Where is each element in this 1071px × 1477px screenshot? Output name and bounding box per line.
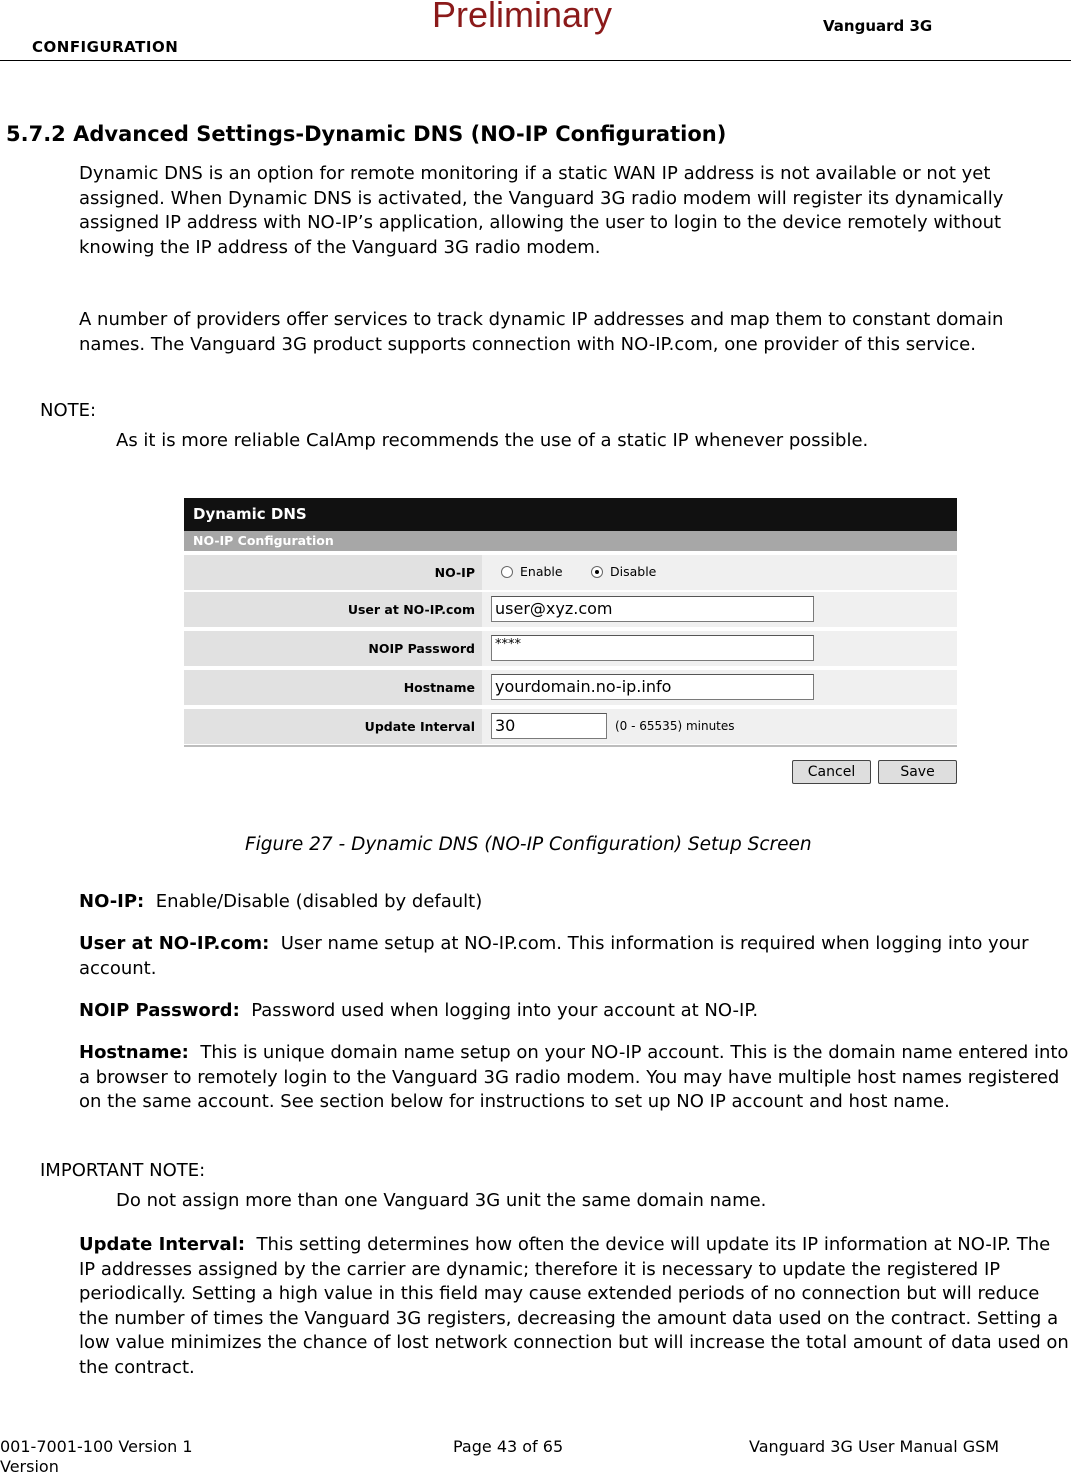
field-user	[79, 932, 1069, 981]
update-interval-input[interactable]: 30	[491, 713, 607, 739]
field-no-ip	[79, 890, 1069, 915]
field-term: Hostname:	[79, 1042, 189, 1063]
section-heading: 5.7.2 Advanced Settings-Dynamic DNS (NO-IP Configuration)	[6, 122, 727, 146]
hostname-input[interactable]: yourdomain.no-ip.info	[491, 674, 814, 700]
footer-manual-title: Vanguard 3G User Manual GSM	[749, 1437, 1000, 1456]
footer-page-number: Page 43 of 65	[453, 1437, 564, 1456]
field-desc: Enable/Disable (disabled by default)	[155, 891, 483, 912]
note-text: As it is more reliable CalAmp recommends the use of a static IP whenever possible.	[116, 430, 869, 451]
user-at-no-ip-input[interactable]: user@xyz.com	[491, 596, 814, 622]
header-divider	[0, 60, 1071, 61]
no-ip-row	[184, 555, 957, 590]
enable-radio[interactable]	[501, 566, 513, 578]
user-row	[184, 592, 957, 627]
cancel-button[interactable]: Cancel	[792, 760, 871, 784]
password-row	[184, 631, 957, 666]
dynamic-dns-screenshot	[184, 498, 957, 788]
hostname-row	[184, 670, 957, 705]
user-at-no-ip-label: User at NO-IP.com	[184, 592, 482, 627]
dynamic-dns-panel-title: Dynamic DNS	[184, 498, 957, 531]
disable-radio-label: Disable	[610, 564, 657, 579]
header-section-label: CONFIGURATION	[32, 38, 179, 56]
no-ip-radio-group	[485, 555, 957, 590]
field-term: User at NO-IP.com:	[79, 933, 270, 954]
screenshot-divider	[184, 745, 957, 747]
enable-radio-label: Enable	[520, 564, 563, 579]
important-note-text: Do not assign more than one Vanguard 3G unit the same domain name.	[116, 1190, 767, 1211]
hostname-label: Hostname	[184, 670, 482, 705]
preliminary-watermark: Preliminary	[432, 0, 613, 35]
field-update-interval	[79, 1233, 1069, 1380]
note-label: NOTE:	[40, 400, 97, 421]
disable-radio[interactable]	[591, 566, 603, 578]
noip-password-label: NOIP Password	[184, 631, 482, 666]
field-desc: Password used when logging into your account at NO-IP.	[251, 1000, 759, 1021]
save-button[interactable]: Save	[878, 760, 957, 784]
update-interval-hint: (0 - 65535) minutes	[615, 719, 735, 733]
important-note-label: IMPORTANT NOTE:	[40, 1160, 206, 1181]
footer-doc-number: 001-7001-100 Version 1 Version	[0, 1437, 193, 1476]
intro-paragraph: Dynamic DNS is an option for remote monitoring if a static WAN IP address is not available or not yet assigned. When Dynamic DNS is activated, the Vanguard 3G radio modem will register its dynamically assigned IP address with NO-IP’s application, allowing the user to login to the device remotely without knowing the IP address of the Vanguard 3G radio modem.	[79, 163, 1004, 258]
field-desc: This setting determines how often the device will update its IP information at NO-IP. The IP addresses assigned by the carrier are dynamic; therefore it is necessary to update the registered IP periodically. Setting a high value in this field may cause extended periods of no connection but will reduce the number of times the Vanguard 3G registers, decreasing the amount data used on the contract. Setting a low value minimizes the chance of lost network connection but will increase the total amount of data used on the contract.	[79, 1234, 1069, 1378]
no-ip-label: NO-IP	[184, 555, 482, 590]
field-term: NO-IP:	[79, 891, 145, 912]
field-password	[79, 999, 1069, 1024]
noip-password-input[interactable]: ****	[491, 635, 814, 661]
field-hostname	[79, 1041, 1069, 1115]
figure-caption: Figure 27 - Dynamic DNS (NO-IP Configuration) Setup Screen	[245, 834, 812, 855]
providers-paragraph: A number of providers offer services to track dynamic IP addresses and map them to constant domain names. The Vanguard 3G product supports connection with NO-IP.com, one provider of this service.	[79, 309, 1004, 355]
update-interval-row	[184, 709, 957, 744]
no-ip-configuration-subtitle: NO-IP Configuration	[184, 531, 957, 551]
field-term: Update Interval:	[79, 1234, 246, 1255]
field-desc: This is unique domain name setup on your NO-IP account. This is the domain name entered into a browser to remotely login to the Vanguard 3G radio modem. You may have multiple host names registered on the same account. See section below for instructions to set up NO IP account and host name.	[79, 1042, 1069, 1112]
field-desc: User name setup at NO-IP.com. This information is required when logging into your account.	[79, 933, 1029, 979]
update-interval-label: Update Interval	[184, 709, 482, 744]
field-term: NOIP Password:	[79, 1000, 240, 1021]
header-product-name: Vanguard 3G	[823, 17, 933, 35]
